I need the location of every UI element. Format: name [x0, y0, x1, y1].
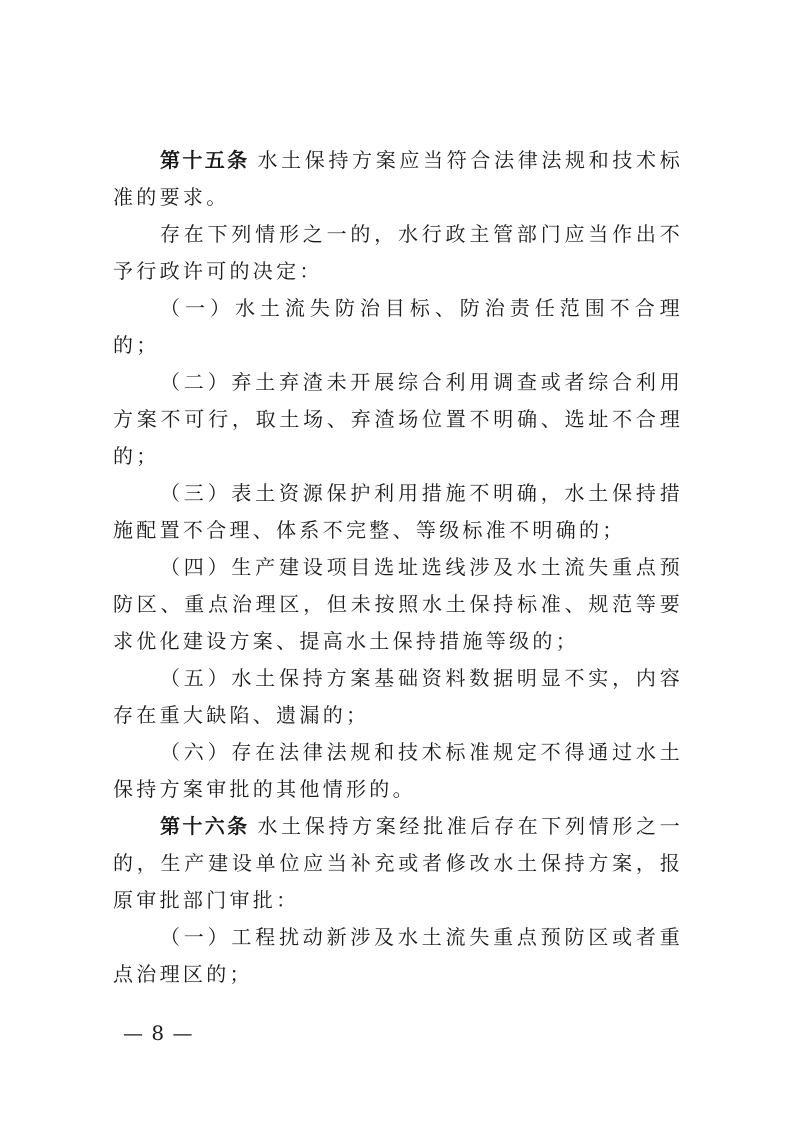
- article-16-text: 水土保持方案经批准后存在下列情形之一的，生产建设单位应当补充或者修改水土保持方案，报原审批部门审批：: [113, 814, 683, 912]
- list-item-2: （二）弃土弃渣未开展综合利用调查或者综合利用方案不可行，取土场、弃渣场位置不明确、选址不合理的；: [113, 370, 683, 468]
- article-16-paragraph: [113, 808, 683, 919]
- list-item-3: （三）表土资源保护利用措施不明确，水土保持措施配置不合理、体系不完整、等级标准不明确的；: [113, 481, 683, 542]
- list-item-1: （一）工程扰动新涉及水土流失重点预防区或者重点治理区的；: [113, 925, 683, 986]
- article-15-paragraph: [113, 142, 683, 216]
- list-item-4: （四）生产建设项目选址选线涉及水土流失重点预防区、重点治理区，但未按照水土保持标准、规范等要求优化建设方案、提高水土保持措施等级的；: [113, 555, 683, 653]
- body-paragraph: 存在下列情形之一的，水行政主管部门应当作出不予行政许可的决定：: [113, 222, 683, 283]
- document-body: [113, 142, 683, 993]
- list-item-1: （一）水土流失防治目标、防治责任范围不合理的；: [113, 296, 683, 357]
- article-16-heading: 第十六条: [160, 814, 250, 838]
- article-15-text: 水土保持方案应当符合法律法规和技术标准的要求。: [113, 148, 683, 209]
- list-item-6: （六）存在法律法规和技术标准规定不得通过水土保持方案审批的其他情形的。: [113, 740, 683, 801]
- article-15-heading: 第十五条: [160, 148, 250, 172]
- list-item-5: （五）水土保持方案基础资料数据明显不实，内容存在重大缺陷、遗漏的；: [113, 666, 683, 727]
- page-number: — 8 —: [123, 1021, 194, 1045]
